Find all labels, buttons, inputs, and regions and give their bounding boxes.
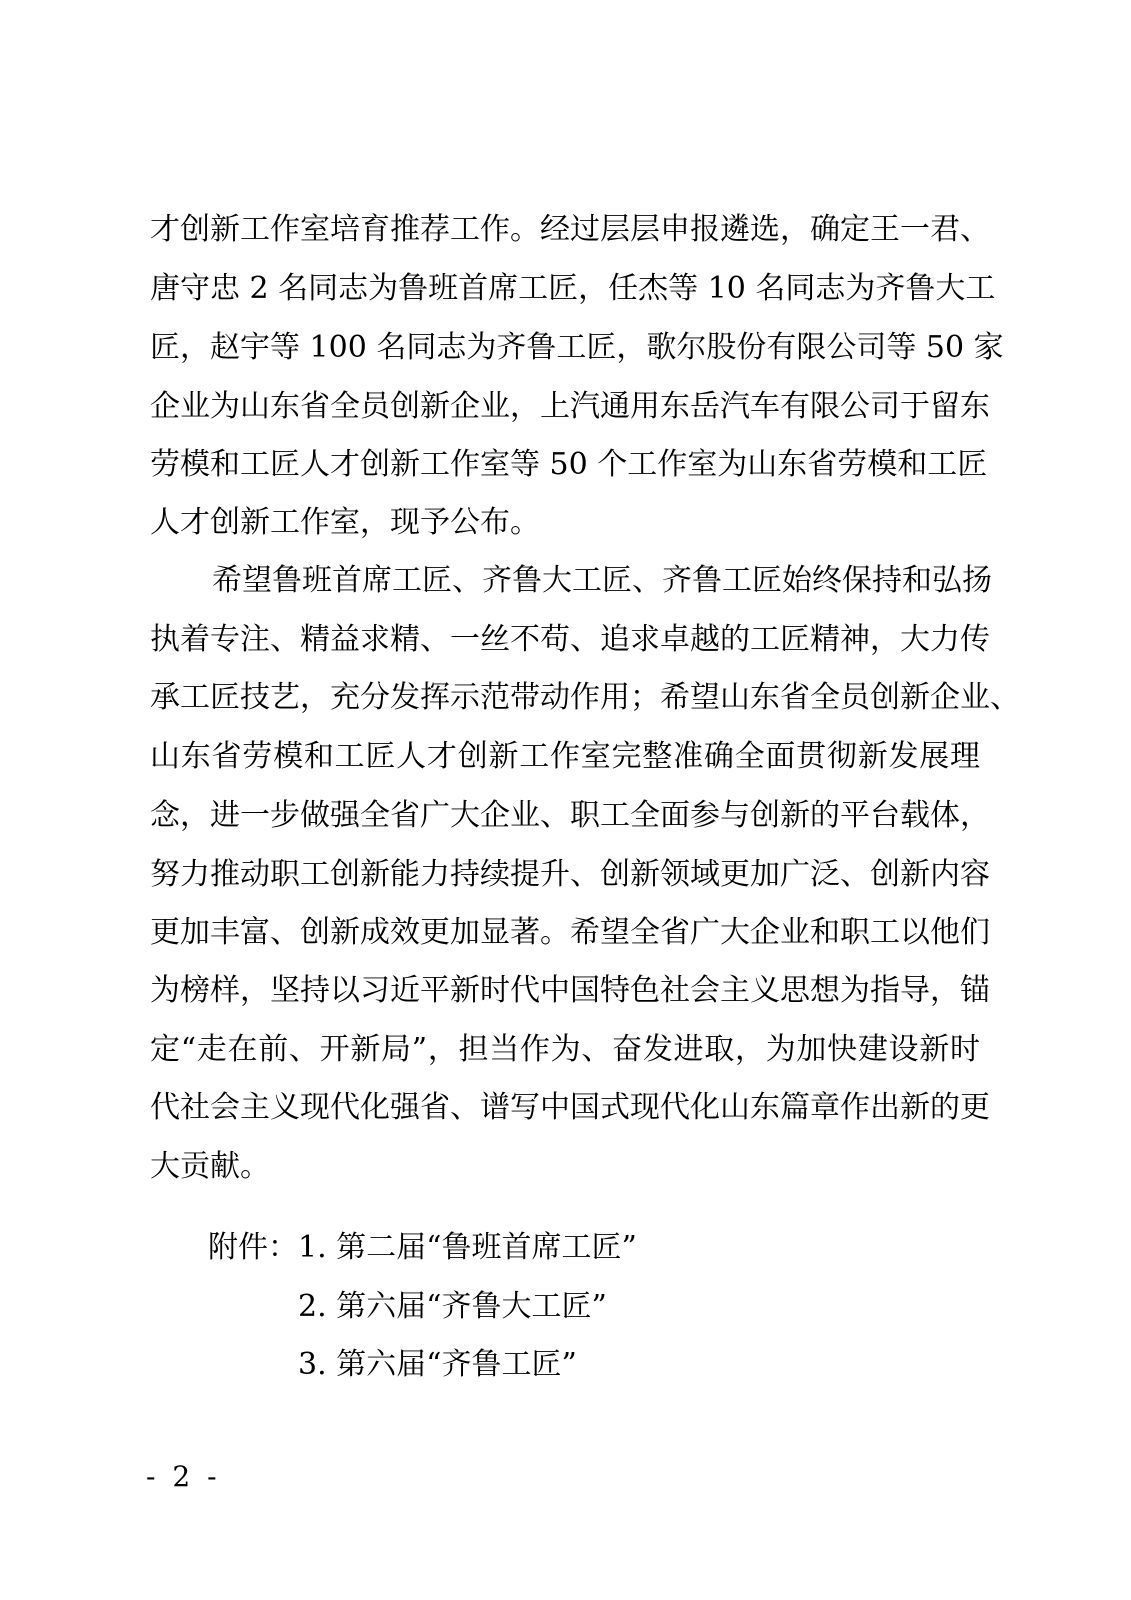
page-number: - 2 - <box>146 1460 221 1493</box>
body-line: 更加丰富、创新成效更加显著。希望全省广大企业和职工以他们 <box>150 915 990 950</box>
body-line: 大贡献。 <box>150 1149 270 1184</box>
body-line: 定“走在前、开新局”，担当作为、奋发进取，为加快建设新时 <box>150 1032 980 1067</box>
body-line: 人才创新工作室，现予公布。 <box>150 505 540 540</box>
body-line: 为榜样，坚持以习近平新时代中国特色社会主义思想为指导，锚 <box>150 973 990 1008</box>
body-line: 唐守忠 2 名同志为鲁班首席工匠，任杰等 10 名同志为齐鲁大工 <box>150 271 996 306</box>
attachment-item: 1. 第二届“鲁班首席工匠” <box>298 1230 637 1265</box>
body-line: 念，进一步做强全省广大企业、职工全面参与创新的平台载体， <box>150 798 990 833</box>
attachments-label: 附件： <box>208 1230 298 1265</box>
body-line: 执着专注、精益求精、一丝不苟、追求卓越的工匠精神，大力传 <box>150 622 990 657</box>
attachment-item: 3. 第六届“齐鲁工匠” <box>298 1347 577 1382</box>
body-line: 企业为山东省全员创新企业，上汽通用东岳汽车有限公司于留东 <box>150 389 990 424</box>
body-line: 劳模和工匠人才创新工作室等 50 个工作室为山东省劳模和工匠 <box>150 447 988 482</box>
body-line: 才创新工作室培育推荐工作。经过层层申报遴选，确定王一君、 <box>150 212 990 247</box>
body-line: 匠，赵宇等 100 名同志为齐鲁工匠，歌尔股份有限公司等 50 家 <box>150 330 1004 365</box>
body-line: 代社会主义现代化强省、谱写中国式现代化山东篇章作出新的更 <box>150 1090 990 1125</box>
body-line: 努力推动职工创新能力持续提升、创新领域更加广泛、创新内容 <box>150 857 990 892</box>
attachment-item: 2. 第六届“齐鲁大工匠” <box>298 1289 607 1324</box>
body-line: 希望鲁班首席工匠、齐鲁大工匠、齐鲁工匠始终保持和弘扬 <box>212 563 992 598</box>
body-line: 山东省劳模和工匠人才创新工作室完整准确全面贯彻新发展理 <box>150 739 980 774</box>
body-line: 承工匠技艺，充分发挥示范带动作用；希望山东省全员创新企业、 <box>150 680 1020 715</box>
